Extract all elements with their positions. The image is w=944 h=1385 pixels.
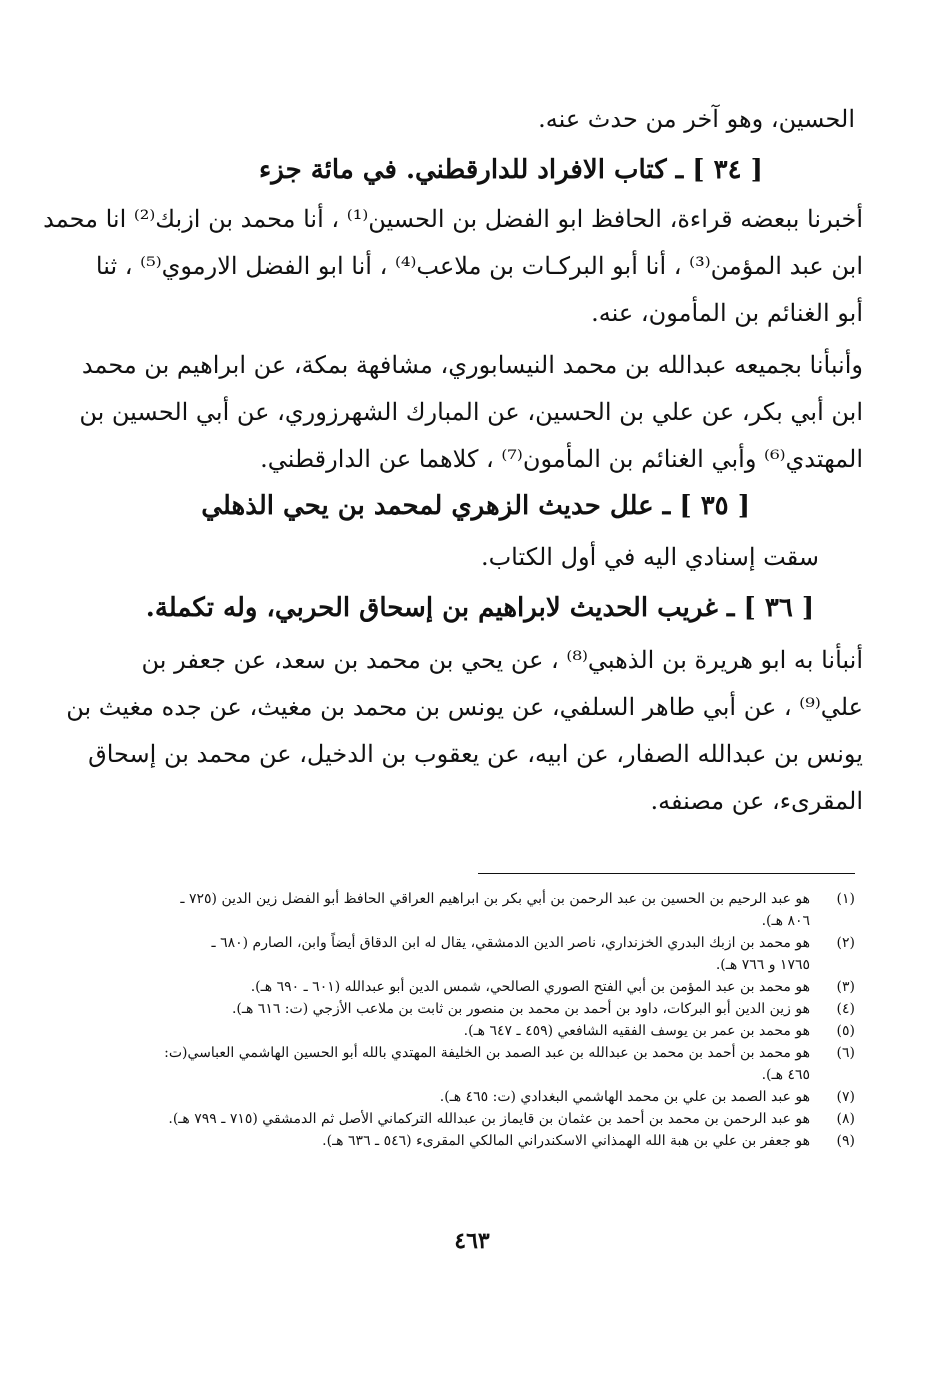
footnote-number: (١) [836,891,855,907]
footnote-continuation: ٤٦٥ هـ). [761,1067,810,1083]
intro-line: الحسين، وهو آخر من حدث عنه. [538,105,855,133]
footnote-separator [478,873,855,874]
footnote [105,1108,855,1130]
text-line: المهتدي⁽⁶⁾ وأبي الغنائم بن المأمون⁽⁷⁾ ، كلاهما عن الدارقطني. [260,445,863,473]
footnote-number: (٦) [836,1045,855,1061]
footnote-text: هو محمد بن ازبك البدري الخزنداري، ناصر الدين الدمشقي، يقال له ابن الدقاق أيضاً وابن، الصارم (٦٨٠ ـ [211,935,810,951]
section-35-text: سقت إسنادي اليه في أول الكتاب. [480,543,819,571]
section-36-heading: [ ٣٦ ] ـ غريب الحديث لابراهيم بن إسحاق الحربي، وله تكملة. [145,593,815,623]
footnote-text: هو عبد الرحيم بن الحسين بن عبد الرحمن بن أبي بكر بن ابراهيم العراقي الحافظ أبو الفضل زين الدين (٧٢٥ ـ [180,891,810,907]
footnote-number: (٧) [836,1089,855,1105]
text-line: أبو الغنائم بن المأمون، عنه. [591,299,863,327]
text-line: وأنبأنا بجميعه عبدالله بن محمد النيسابوري، مشافهة بمكة، عن ابراهيم بن محمد [81,351,863,379]
footnote-text: هو محمد بن عمر بن يوسف الفقيه الشافعي (٤٥٩ ـ ٦٤٧ هـ). [463,1023,810,1039]
footnote [105,1042,855,1086]
section-34-paragraph-2 [79,342,863,483]
footnote-number: (٨) [836,1111,855,1127]
footnotes [105,888,855,1152]
footnote [105,888,855,932]
footnote-number: (٩) [836,1133,855,1149]
text-line: يونس بن عبدالله الصفار، عن ابيه، عن يعقوب بن الدخيل، عن محمد بن إسحاق [88,740,863,768]
text-line: علي⁽⁹⁾ ، عن أبي طاهر السلفي، عن يونس بن محمد بن مغيث، عن جده مغيث بن [66,693,863,721]
section-34-heading: [ ٣٤ ] ـ كتاب الافراد للدارقطني. في مائة جزء [259,155,763,185]
footnote [105,976,855,998]
footnote-continuation: ١٧٦٥ و ٧٦٦ هـ). [715,957,810,973]
footnote-text: هو محمد بن عبد المؤمن بن أبي الفتح الصوري الصالحي، شمس الدين أبو عبدالله (٦٠١ ـ ٦٩٠ هـ). [250,979,810,995]
text-line: أخبرنا ببعضه قراءة، الحافظ ابو الفضل بن الحسين⁽¹⁾ ، أنا محمد بن ازبك⁽²⁾ انا محمد [43,205,863,233]
footnote [105,998,855,1020]
footnote-number: (٤) [836,1001,855,1017]
footnote-text: هو جعفر بن علي بن هبة الله الهمذاني الاسكندراني المالكي المقرىء (٥٤٦ ـ ٦٣٦ هـ). [322,1133,810,1149]
footnote [105,1020,855,1042]
footnote-text: هو عبد الصمد بن علي بن محمد الهاشمي البغدادي (ت: ٤٦٥ هـ). [439,1089,810,1105]
text-line: المقرىء، عن مصنفه. [650,787,863,815]
page-number: ٤٦٣ [454,1228,490,1254]
text-line: ابن عبد المؤمن⁽³⁾ ، أنا أبو البركـات بن ملاعب⁽⁴⁾ ، أنا ابو الفضل الارموي⁽⁵⁾ ، ثنا [95,252,863,280]
footnote-text: هو محمد بن أحمد بن محمد بن عبدالله بن عبد الصمد بن الخليفة المهتدي بالله أبو الحسين الهاشمي العباسي(ت: [164,1045,810,1061]
text-line: ابن أبي بكر، عن علي بن الحسين، عن المبارك الشهرزوري، عن أبي الحسين بن [79,398,863,426]
footnote [105,1086,855,1108]
footnote-number: (٥) [836,1023,855,1039]
footnote-number: (٢) [836,935,855,951]
section-35-heading: [ ٣٥ ] ـ علل حديث الزهري لمحمد بن يحي الذهلي [201,491,750,521]
footnote-text: هو زين الدين أبو البركات، داود بن أحمد بن محمد بن منصور بن ثابت بن ملاعب الأزجي (ت: ٦١٦ هـ). [231,1001,810,1017]
footnote [105,932,855,976]
text-line: أنبأنا به ابو هريرة بن الذهبي⁽⁸⁾ ، عن يحي بن محمد بن سعد، عن جعفر بن [141,646,863,674]
footnote-text: هو عبد الرحمن بن محمد بن أحمد بن عثمان بن قايماز بن عبدالله التركماني الأصل ثم الدمشقي (٧١٥ ـ ٧٩٩ هـ). [168,1111,810,1127]
footnote [105,1130,855,1152]
footnote-continuation: ٨٠٦ هـ). [761,913,810,929]
section-36-paragraph-1 [66,637,863,825]
footnote-number: (٣) [836,979,855,995]
section-34-paragraph-1 [43,196,863,337]
